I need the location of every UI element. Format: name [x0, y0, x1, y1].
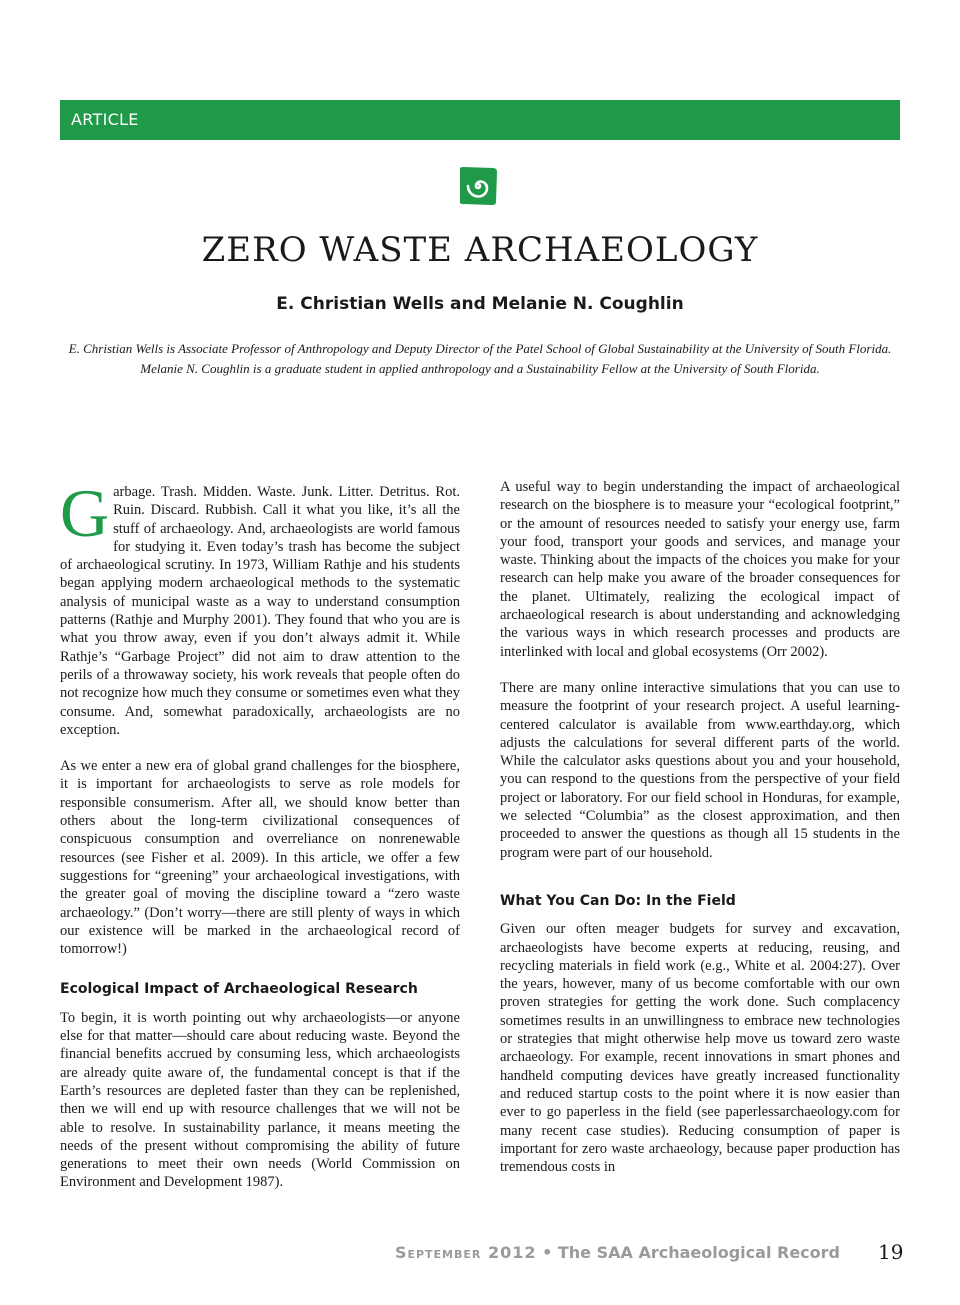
page-number: 19 [878, 1240, 904, 1264]
left-column [60, 475, 460, 1210]
author-bio-line: E. Christian Wells is Associate Professor of Anthropology and Deputy Director of the Patel School of Global Sustainability at the University of South Florida. [68, 341, 892, 356]
body-paragraph: To begin, it is worth pointing out why archaeologists—or anyone else for that matter—should care about reducing waste. Beyond the financial benefits accrued by consuming less, which archaeologists are already quite aware of, the fundamental concept is that if the Earth’s resources are depleted faster than they can be replenished, then we will end up with resource challenges that we will not be able to resolve. In sustainability parlance, it means meeting the needs of the present without compromising the ability of future generations to meet their own needs (World Commission on Environment and Development 1987). [60, 1009, 460, 1191]
section-heading: What You Can Do: In the Field [500, 892, 736, 909]
issue-date: September 2012 [394, 1243, 537, 1262]
intro-text: arbage. Trash. Midden. Waste. Junk. Litter. Detritus. Rot. Ruin. Discard. Rubbish. Call it what you like, it’s all the stuff of archaeology. And, archaeologists are world famous for studying it. Even today’s trash has become the subject of archaeological scrutiny. In 1973, William Rathje and his students began applying modern archaeological methods to the systematic analysis of municipal waste as a way to understand consumption patterns (Rathje and Murphy 2001). They found that who you are is what you throw away, even if you don’t always admit it. While Rathje’s “Garbage Project” did not aim to draw attention to the perils of a throwaway society, his work reveals that people often do not recognize how much they consume or sometimes even what they consume. And, somewhat paradoxically, archaeologists are no exception. [60, 484, 460, 738]
author-bio-line: Melanie N. Coughlin is a graduate student in applied anthropology and a Sustainability Fellow at the University of South Florida. [140, 361, 820, 376]
body-paragraph: As we enter a new era of global grand challenges for the biosphere, it is important for archaeologists to serve as role models for responsible consumerism. After all, we should know better than others about the long-term civilizational consequences of conspicuous consumption and overreliance on nonrenewable resources (see Fisher et al. 2009). In this article, we offer a few suggestions for “greening” your archaeological investigations, with the greater goal of moving the discipline toward a “zero waste archaeology.” (Don’t worry—there are still plenty of ways in which our existence will be marked in the archaeological record of tomorrow!) [60, 758, 460, 958]
publication-name: The SAA Archaeological Record [557, 1243, 840, 1262]
body-paragraph: Given our often meager budgets for survey and excavation, archaeologists have become experts at reducing, reusing, and recycling materials in field work (e.g., White et al. 2004:27). Over the years, however, many of us become comfortable with our own proven strategies for getting the work done. Such complacency sometimes results in an unwillingness to embrace new technologies or strategies that might otherwise help move us toward zero waste archaeology. For example, recent innovations in smart phones and handheld computing devices have greatly increased functionality and reduced startup costs to the point where it is now easier than ever to go paperless in the field (see paperlessarchaeology.com for many recent case studies). Reducing consumption of paper is important for zero waste archaeology, because paper production has tremendous costs in [500, 921, 900, 1176]
spiral-icon [457, 165, 499, 207]
right-column [500, 478, 900, 1194]
body-paragraph: There are many online interactive simulations that you can use to measure the footprint of your research project. A useful learning-centered calculator is available from www.earthday.org, which adjusts the calculations for several different parts of the world. While the calculator asks questions about you and your household, you can respond to the questions from the perspective of your field project or laboratory. For our field school in Honduras, for example, we selected “Columbia” as the closest approximation, and then proceeded to answer the questions as though all 15 students in the program were part of our household. [500, 679, 900, 861]
footer-separator: • [542, 1243, 553, 1262]
section-heading: Ecological Impact of Archaeological Research [60, 981, 418, 998]
body-paragraph: A useful way to begin understanding the impact of archaeological research on the biosphere is to measure your “ecological footprint,” or the amount of resources needed to satisfy your energy use, farm your food, transport your goods and services, and manage your waste. Thinking about the impacts of the choices you make for your research can help make you aware of the broader consequences for the planet. Ultimately, realizing the ecological impact of archaeological research is about understanding and acknowledging the various ways in which research processes and products are interlinked with local and global ecosystems (Orr 2002). [500, 479, 900, 660]
article-authors: E. Christian Wells and Melanie N. Coughlin [276, 294, 684, 314]
article-title: ZERO WASTE ARCHAEOLOGY [201, 230, 759, 270]
intro-paragraph [60, 475, 460, 739]
author-bio [60, 339, 900, 379]
drop-cap: G [60, 475, 110, 551]
section-banner [60, 100, 900, 140]
section-label: ARTICLE [71, 110, 139, 129]
running-footer [0, 1243, 840, 1262]
